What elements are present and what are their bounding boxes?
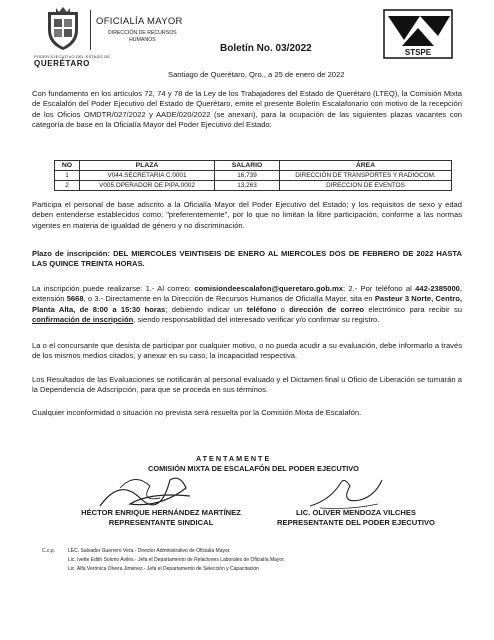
column-header-no: NO (55, 161, 80, 171)
cell-no: 2 (55, 181, 80, 191)
registration-paragraph (32, 284, 462, 325)
registration-text: , o 3.- Directamente en la Dirección de Recursos Humanos de Oficialía Mayor, sita en (83, 294, 375, 304)
left-signer-role: REPRESENTANTE SINDICAL (108, 517, 214, 527)
cc-recipient: Lic. Alfa Verónica Olvera Jiménez.- Jefa el Departamento de Selección y Capacitación (68, 566, 259, 572)
registration-text: , siendo responsabilidad del interesado verificar y/o confirmar su registro. (133, 314, 380, 324)
state-crest-logo (40, 6, 86, 52)
office-department-line-2: HUMANOS (129, 37, 156, 43)
registration-extension: 5668 (66, 294, 84, 304)
union-logo (380, 6, 456, 62)
cc-recipient: Lic. Ivette Edith Solorio Avilés.- Jefa el Departamento de Relaciones Laborales de Oficialía Mayor. (68, 557, 285, 563)
right-signer-role: REPRESENTANTE DEL PODER EJECUTIVO (277, 517, 435, 527)
registration-address: Pasteur 3 Norte, Centro, Planta Alta, de 8:00 a 15:30 horas (32, 294, 462, 314)
registration-text: La inscripción puede realizarse: 1.- Al correo: (32, 284, 195, 293)
right-signer-name: LIC. OLIVER MENDOZA VILCHES (296, 508, 416, 517)
bulletin-title: Boletín No. 03/2022 (220, 43, 312, 54)
header-divider (90, 10, 91, 50)
withdrawal-paragraph: La o el concursante que desista de participar por cualquier motivo, o no pueda acudir a su evaluación, debe informarlo a través de los mismos medios citados, y anexar en su caso, la incapacidad respectiva. (32, 341, 462, 361)
cell-salario: 16,739 (215, 171, 280, 181)
cell-area: DIRECCIÓN DE TRANSPORTES Y RADIOCOM. (280, 171, 452, 181)
column-header-area: ÁREA (280, 161, 452, 171)
cell-no: 1 (55, 171, 80, 181)
table-row (55, 171, 452, 181)
results-paragraph: Los Resultados de las Evaluaciones se notificarán al personal evaluado y el Dictamen final u Oficio de Liberación se turnarán a la Dependencia de Adscripción, para que se proceda en sus términos. (32, 375, 462, 395)
registration-email-word: dirección de correo (289, 304, 365, 314)
intro-paragraph: Con fundamento en los artículos 72, 74 y 78 de la Ley de los Trabajadores del Estado de Querétaro (LTEQ), la Comisión Mixta de Escalafón del Poder Ejecutivo del Estado de Querétaro, emite el presente Boletín Escalafonario con motivo de la recepción de los Oficios OMDTR/027/2022 y AADE/020/2022 (se anexan), para la ocupación de las siguientes plazas vacantes con categoría de base en la Oficialía Mayor del Poder Ejecutivo del Estado: (32, 89, 462, 129)
office-department-line-1: DIRECCIÓN DE RECURSOS (108, 30, 177, 36)
table-row (55, 181, 452, 191)
left-signer (76, 508, 246, 527)
registration-text: , extensión (32, 284, 463, 304)
participation-paragraph: Participa el personal de base adscrito a la Oficialía Mayor del Poder Ejecutivo del Estado; y los requisitos de sexo y edad deben entenderse establecidos como: "preferentemente", por lo que no limitan la libre participación, conforme a las normas vigentes en materia de igualdad de género y no discriminación. (32, 200, 462, 230)
cc-label: C.c.p. (42, 548, 56, 554)
attentive-heading: ATENTAMENTE (196, 454, 272, 463)
left-signer-name: HÉCTOR ENRIQUE HERNÁNDEZ MARTÍNEZ (81, 508, 241, 517)
union-logo-text: STSPE (404, 48, 432, 57)
column-header-plaza: PLAZA (80, 161, 215, 171)
office-name: OFICIALÍA MAYOR (96, 16, 183, 27)
cell-plaza: V044.SECRETARIA C.0001 (80, 171, 215, 181)
cc-recipient: LEC. Salvador Guerrero Vera.- Director Administrativo de Oficialía Mayor. (68, 548, 231, 554)
column-header-salario: SALARIO (215, 161, 280, 171)
registration-text: o (276, 304, 290, 314)
logo-city: QUERÉTARO (34, 59, 90, 68)
registration-email-link[interactable]: comisiondeescalafon@queretaro.gob.mx (194, 284, 344, 293)
logo-subtitle: PODER EJECUTIVO DEL ESTADO DE (34, 54, 111, 59)
registration-phone-word: teléfono (246, 304, 277, 314)
table-header-row (55, 161, 452, 171)
registration-phone: 442-2385000 (415, 284, 460, 293)
registration-text: ; 2.- Por teléfono al (343, 284, 416, 293)
registration-text: ; debiendo indicar un (165, 304, 247, 314)
bulletin-date: Santiago de Querétaro, Qro., a 25 de enero de 2022 (168, 70, 345, 79)
deadline-paragraph: Plazo de inscripción: DEL MIERCOLES VEINTISEIS DE ENERO AL MIERCOLES DOS DE FEBRERO DE 2022 HASTA LAS QUINCE TREINTA HORAS. (32, 249, 462, 269)
commission-name: COMISIÓN MIXTA DE ESCALAFÓN DEL PODER EJECUTIVO (148, 464, 359, 473)
closing-paragraph: Cualquier inconformidad o situación no prevista será resuelta por la Comisión Mixta de Escalafón. (32, 408, 362, 417)
cell-area: DIRECCION DE EVENTOS (280, 181, 452, 191)
office-department (108, 30, 177, 44)
registration-confirmation: confirmación de inscripción (32, 314, 134, 324)
cell-salario: 13,263 (215, 181, 280, 191)
registration-text: electrónico para recibir su (364, 304, 462, 314)
right-signer (256, 508, 456, 527)
vacancies-table (54, 160, 452, 191)
cell-plaza: V005.OPERADOR DE PIPA.0002 (80, 181, 215, 191)
